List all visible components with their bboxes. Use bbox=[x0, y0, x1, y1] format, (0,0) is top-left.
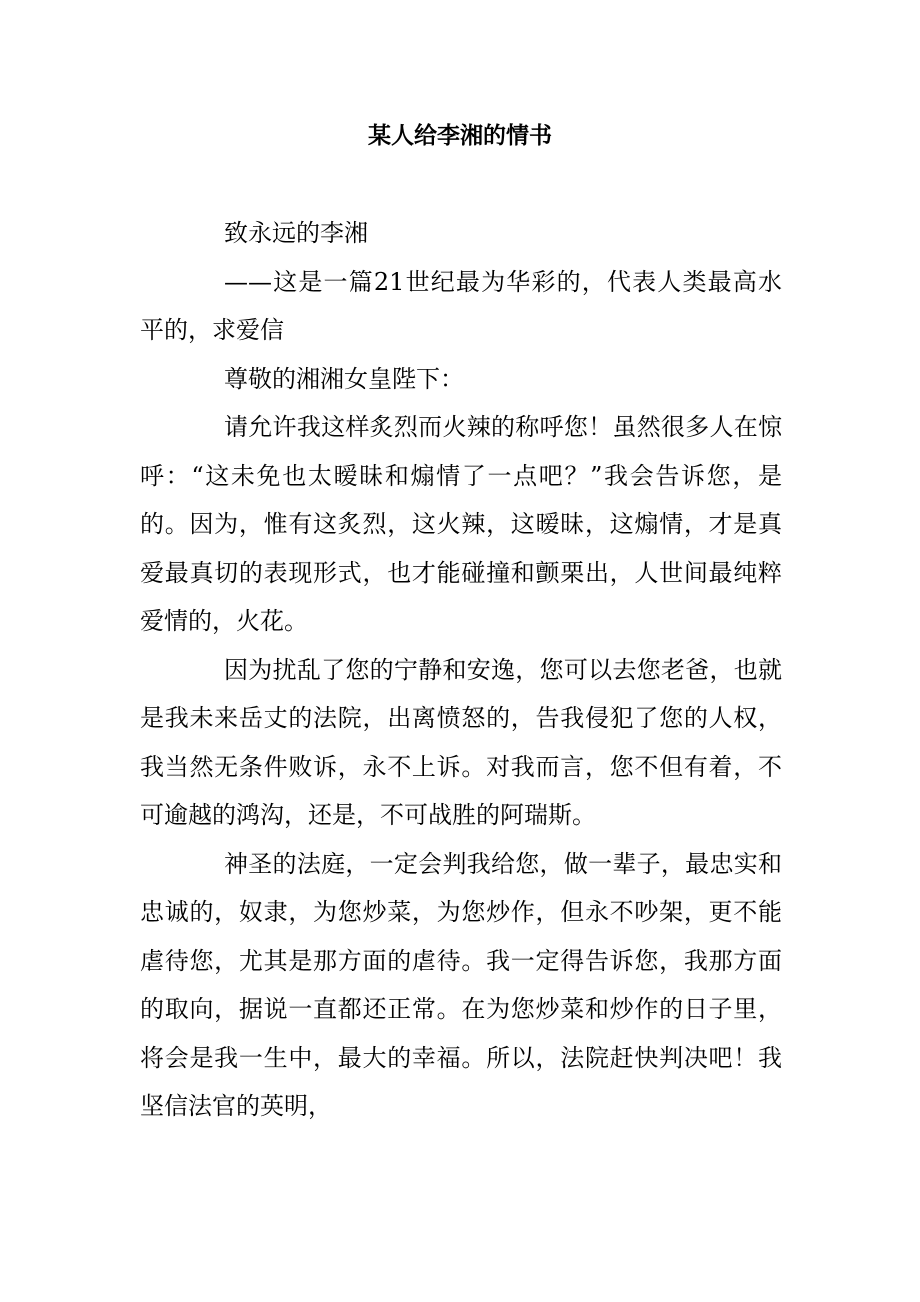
paragraph-body-2: 因为扰乱了您的宁静和安逸，您可以去您老爸，也就是我未来岳丈的法院，出离愤怒的，告我侵犯了您的人权，我当然无条件败诉，永不上诉。对我而言，您不但有着，不可逾越的鸿沟，还是，不可战胜的阿瑞斯。 bbox=[140, 655, 782, 829]
paragraph-salutation: 致永远的李湘 bbox=[224, 219, 368, 247]
paragraph-subtitle: ——这是一篇21世纪最为华彩的，代表人类最高水平的，求爱信 bbox=[140, 267, 782, 344]
document-body bbox=[140, 209, 782, 1131]
paragraph-body-1: 请允许我这样炙烈而火辣的称呼您！虽然很多人在惊呼：“这未免也太暧昧和煽情了一点吧？”我会告诉您，是的。因为，惟有这炙烈，这火辣，这暧昧，这煽情，才是真爱最真切的表现形式，也才能碰撞和颤栗出，人世间最纯粹爱情的，火花。 bbox=[140, 413, 782, 635]
paragraph-body-3: 神圣的法庭，一定会判我给您，做一辈子，最忠实和忠诚的，奴隶，为您炒菜，为您炒作，但永不吵架，更不能虐待您，尤其是那方面的虐待。我一定得告诉您，我那方面的取向，据说一直都还正常。在为您炒菜和炒作的日子里，将会是我一生中，最大的幸福。所以，法院赶快判决吧！我坚信法官的英明， bbox=[140, 849, 782, 1120]
paragraph-greeting: 尊敬的湘湘女皇陛下： bbox=[224, 364, 464, 393]
document-title: 某人给李湘的情书 bbox=[368, 122, 552, 149]
